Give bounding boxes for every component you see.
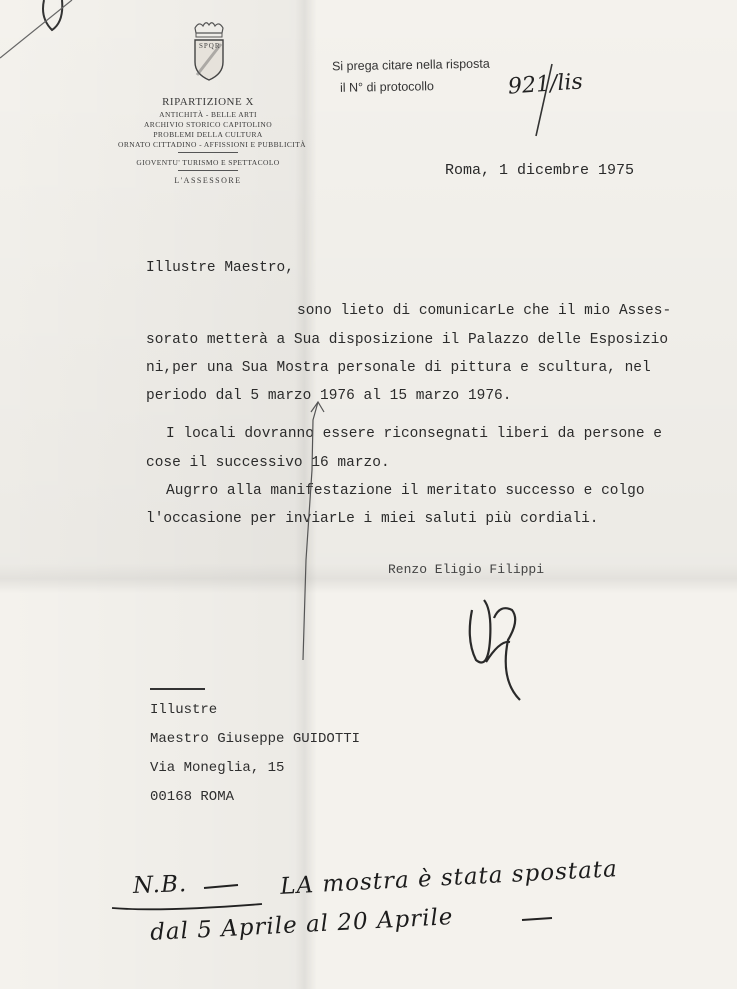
protocol-number: 921/lis	[507, 69, 584, 100]
assessore-label: L'ASSESSORE	[174, 176, 242, 185]
recipient-line: Maestro Giuseppe GUIDOTTI	[150, 731, 361, 747]
protocol-request-line-2: il N° di protocollo	[339, 79, 435, 95]
salutation: Illustre Maestro,	[146, 260, 294, 276]
department-line-1: ANTICHITÀ - BELLE ARTI	[159, 110, 257, 119]
letterhead-divider-2	[178, 170, 238, 171]
body-line: ni,per una Sua Mostra personale di pittura e scultura, nel	[146, 360, 651, 376]
recipient-line: Illustre	[150, 702, 218, 718]
spqr-crest-icon	[189, 20, 229, 82]
recipient-line: Via Moneglia, 15	[150, 760, 285, 776]
recipient-rule	[150, 688, 205, 690]
department-line-4: ORNATO CITTADINO - AFFISSIONI E PUBBLICITÀ	[118, 140, 306, 149]
department-line-2: ARCHIVIO STORICO CAPITOLINO	[143, 120, 273, 129]
handwritten-nb: N.B.	[132, 871, 188, 899]
letterhead-divider	[178, 152, 238, 153]
body-line: cose il successivo 16 marzo.	[146, 455, 390, 471]
handwritten-note-line-2: dal 5 Aprile al 20 Aprile	[149, 904, 455, 946]
body-line: sono lieto di comunicarLe che il mio Asses-	[297, 303, 672, 319]
body-line: I locali dovranno essere riconsegnati liberi da persone e	[166, 426, 662, 442]
department-title: RIPARTIZIONE X	[162, 96, 254, 108]
body-line: sorato metterà a Sua disposizione il Palazzo delle Esposizio	[146, 332, 669, 348]
signatory-name: Renzo Eligio Filippi	[388, 562, 545, 577]
handwritten-note-line-1: LA mostra è stata spostata	[279, 856, 619, 900]
crest-text: SPQR	[199, 42, 221, 50]
protocol-request-line-1: Si prega citare nella risposta	[331, 56, 490, 74]
letter-date: Roma, 1 dicembre 1975	[445, 162, 635, 179]
recipient-line: 00168 ROMA	[150, 789, 235, 805]
body-line: periodo dal 5 marzo 1976 al 15 marzo 1976.	[146, 388, 512, 404]
body-line: Augrro alla manifestazione il meritato successo e colgo	[166, 483, 645, 499]
department-line-5: GIOVENTU' TURISMO E SPETTACOLO	[136, 158, 280, 167]
department-line-3: PROBLEMI DELLA CULTURA	[153, 130, 263, 139]
body-line: l'occasione per inviarLe i miei saluti più cordiali.	[146, 511, 599, 527]
